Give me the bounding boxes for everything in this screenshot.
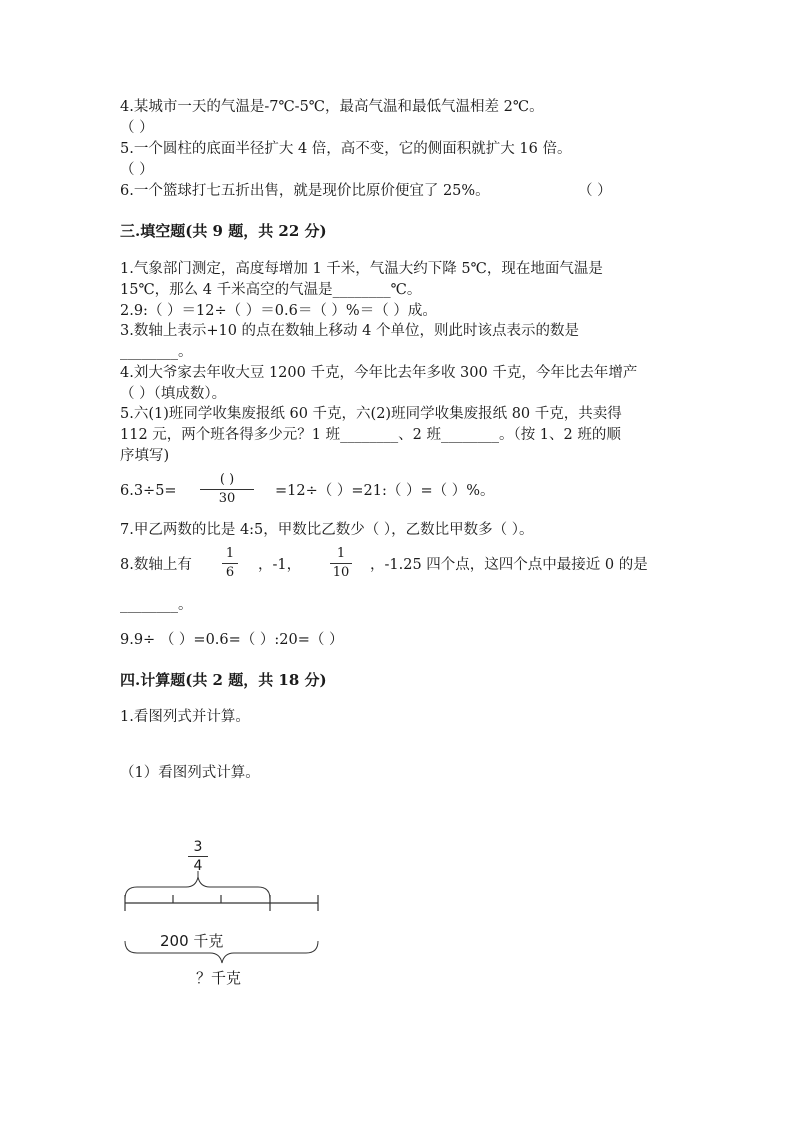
fill-q1-line2: 15℃，那么 4 千米高空的气温是________℃。 [120, 282, 422, 298]
section4-title: 四.计算题(共 2 题，共 18 分) [120, 671, 327, 689]
fill-q1-line1: 1.气象部门测定，高度每增加 1 千米，气温大约下降 5℃，现在地面气温是 [120, 261, 603, 277]
diagram-total-label: ？千克 [196, 969, 242, 987]
fill-q8-blank: ________。 [120, 597, 193, 613]
judge-q4: 4.某城市一天的气温是-7℃-5℃，最高气温和最低气温相差 2℃。 [120, 99, 544, 115]
diagram-fraction-numerator: 3 [193, 839, 203, 855]
top-brace [125, 877, 270, 899]
fill-q8-fraction-2-denominator: 10 [332, 565, 350, 580]
fill-q8-suffix: ，-1.25 四个点，这四个点中最接近 0 的是 [370, 557, 648, 573]
fill-q8-fraction-1-numerator: 1 [225, 546, 235, 561]
fill-q3-line1: 3.数轴上表示+10 的点在数轴上移动 4 个单位，则此时该点表示的数是 [120, 323, 579, 339]
fill-q8-fraction-2 [330, 546, 352, 581]
judge-q4-answer-paren: （ ） [120, 120, 154, 136]
fill-q6-fraction-numerator: ( ) [219, 472, 235, 487]
diagram-fraction-denominator: 4 [193, 858, 203, 874]
judge-q5-answer-paren: （ ） [120, 162, 154, 178]
fill-q8-middle: ，-1， [258, 557, 302, 573]
calc-q1: 1.看图列式并计算。 [120, 709, 250, 725]
calc-q1-sub1: （1）看图列式计算。 [120, 765, 260, 781]
fill-q8-fraction-1 [222, 546, 238, 581]
fill-q6-fraction [200, 472, 254, 507]
fill-q4-line2: （ ）（填成数）。 [120, 386, 227, 402]
segment-diagram [110, 835, 340, 1000]
fill-q2: 2.9:（ ）＝12÷（ ）＝0.6＝（ ）%＝（ ）成。 [120, 303, 437, 319]
fill-q9: 9.9÷ （ ）=0.6=（ ）:20=（ ） [120, 632, 344, 648]
judge-q5: 5.一个圆柱的底面半径扩大 4 倍，高不变，它的侧面积就扩大 16 倍。 [120, 141, 572, 157]
fill-q8-prefix: 8.数轴上有 [120, 557, 192, 573]
fill-q8-fraction-2-numerator: 1 [336, 546, 346, 561]
fill-q5-line3: 序填写) [120, 448, 170, 464]
judge-q6: 6.一个篮球打七五折出售，就是现价比原价便宜了 25%。 [120, 183, 490, 199]
fraction-bar [222, 563, 238, 564]
fill-q5-line2: 112 元，两个班各得多少元？1 班________、2 班________。（按 1、2 班的顺 [120, 427, 621, 443]
fraction-bar [200, 489, 254, 490]
fill-q8-fraction-1-denominator: 6 [225, 565, 235, 580]
fraction-bar [330, 563, 352, 564]
fill-q6-suffix: =12÷（ ）=21:（ ）=（ ）%。 [275, 483, 495, 499]
fill-q7: 7.甲乙两数的比是 4:5，甲数比乙数少（ ），乙数比甲数多（ ）。 [120, 522, 534, 538]
fill-q3-line2: ________。 [120, 344, 193, 360]
fill-q6-fraction-denominator: 30 [218, 491, 236, 506]
section3-title: 三.填空题(共 9 题，共 22 分) [120, 222, 327, 240]
diagram-part-label: 200 千克 [160, 932, 224, 950]
judge-q6-answer-paren: （ ） [578, 183, 612, 199]
fill-q6-prefix: 6.3÷5= [120, 483, 177, 499]
fill-q5-line1: 5.六(1)班同学收集废报纸 60 千克，六(2)班同学收集废报纸 80 千克，共卖得 [120, 406, 622, 422]
fill-q4-line1: 4.刘大爷家去年收大豆 1200 千克，今年比去年多收 300 千克，今年比去年增产 [120, 365, 638, 381]
